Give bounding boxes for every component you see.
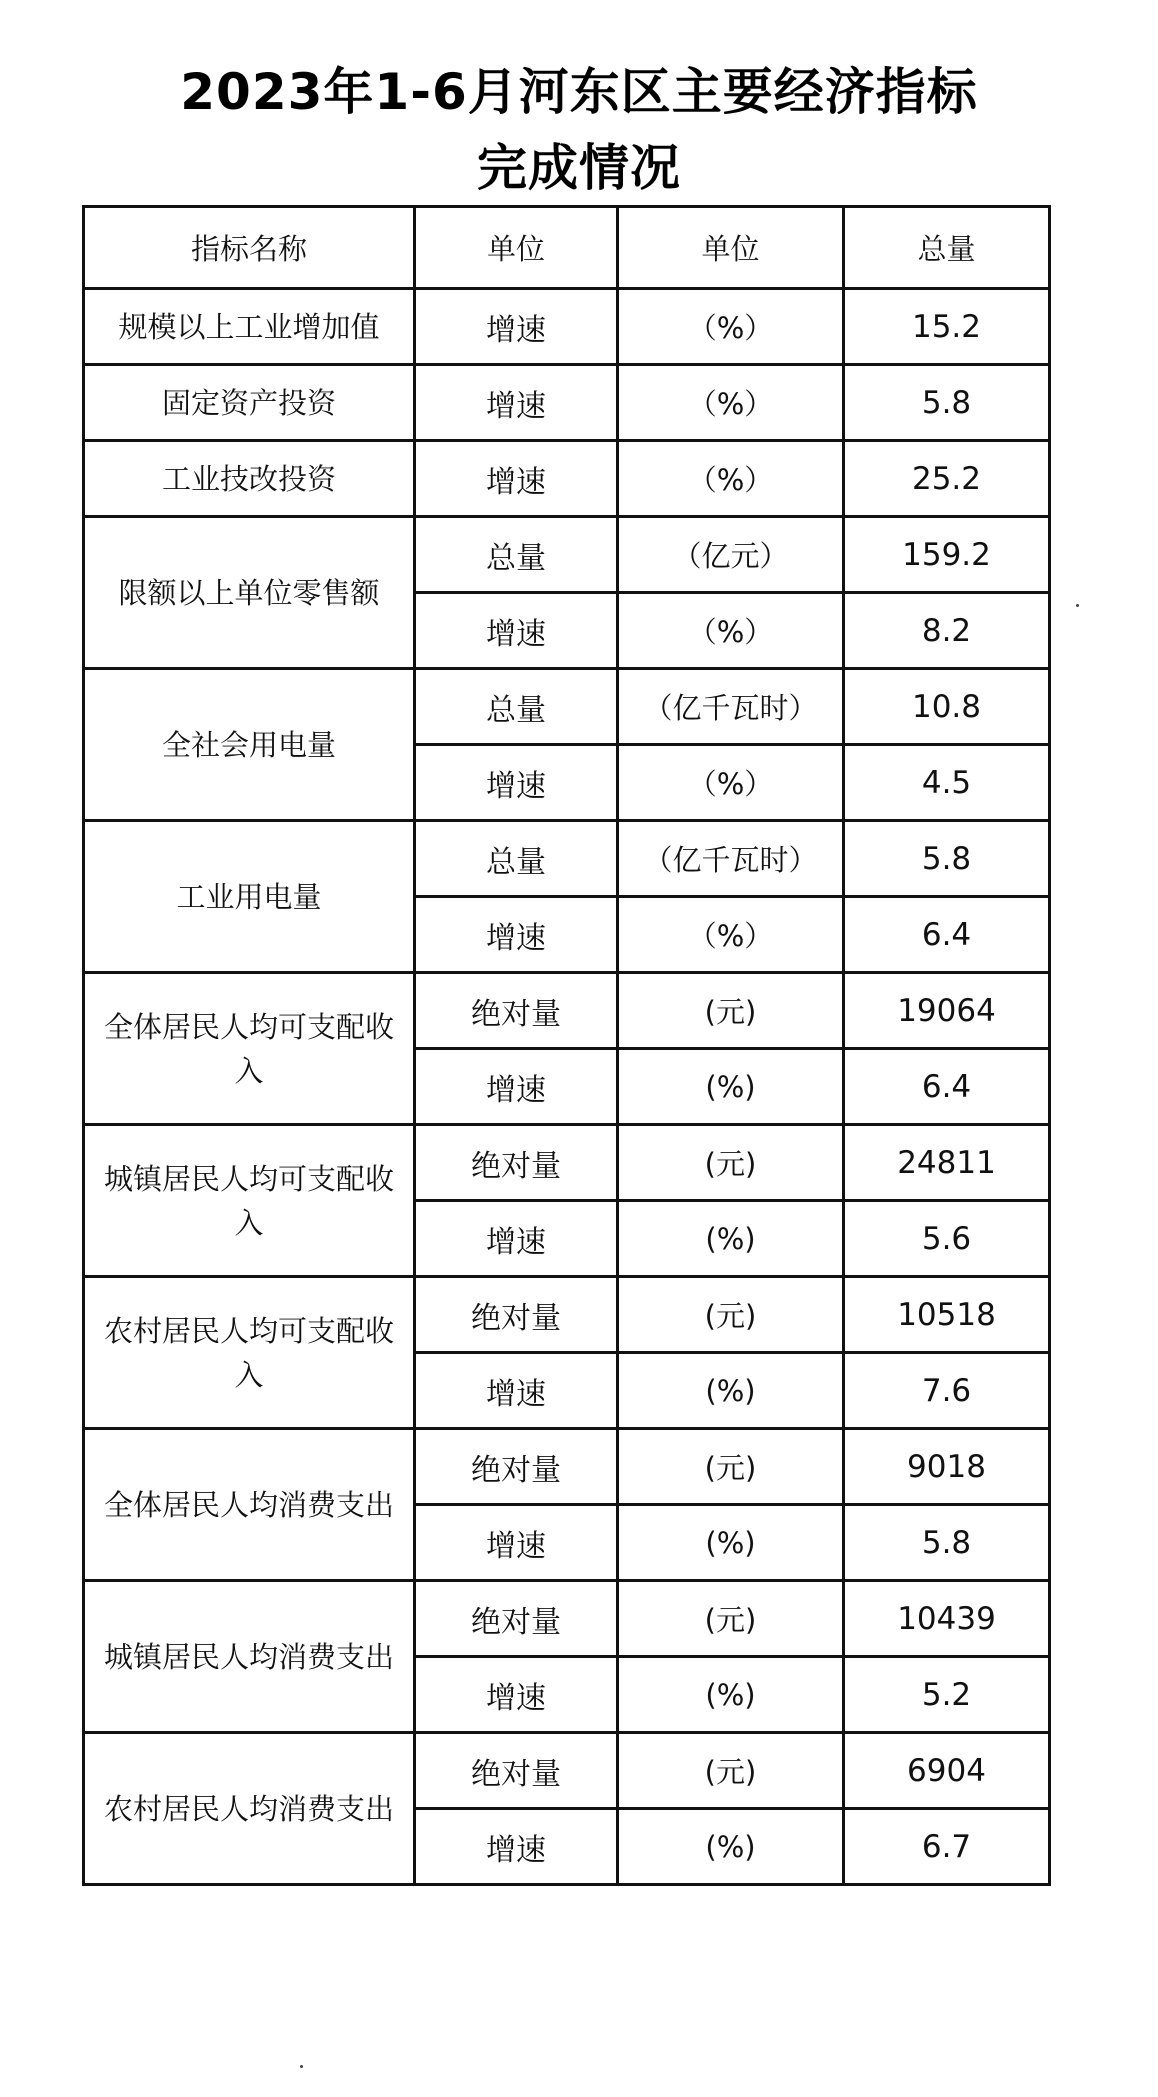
- indicator-value: 6.4: [844, 897, 1050, 973]
- indicator-value: 4.5: [844, 745, 1050, 821]
- indicator-value: 8.2: [844, 593, 1050, 669]
- indicator-type: 增速: [415, 1505, 618, 1581]
- indicator-type: 增速: [415, 289, 618, 365]
- indicator-type: 增速: [415, 365, 618, 441]
- indicator-value: 7.6: [844, 1353, 1050, 1429]
- indicator-name: 农村居民人均消费支出: [84, 1733, 415, 1885]
- table-row: [84, 669, 1050, 745]
- indicator-name: 限额以上单位零售额: [84, 517, 415, 669]
- indicator-name: 全体居民人均可支配收入: [84, 973, 415, 1125]
- page-subtitle: 完成情况: [477, 139, 681, 197]
- indicator-type: 总量: [415, 669, 618, 745]
- indicator-unit: （亿元）: [618, 517, 844, 593]
- indicator-unit: (元): [618, 1277, 844, 1353]
- indicator-value: 5.8: [844, 821, 1050, 897]
- indicator-unit: (元): [618, 1581, 844, 1657]
- indicator-value: 9018: [844, 1429, 1050, 1505]
- indicator-unit: (%): [618, 1657, 844, 1733]
- indicator-value: 10439: [844, 1581, 1050, 1657]
- indicator-name: 工业用电量: [84, 821, 415, 973]
- indicator-value: 6.7: [844, 1809, 1050, 1885]
- indicator-type: 增速: [415, 593, 618, 669]
- indicator-unit: (%): [618, 1201, 844, 1277]
- indicator-unit: （%）: [618, 365, 844, 441]
- table-row: [84, 1581, 1050, 1657]
- indicator-type: 绝对量: [415, 1277, 618, 1353]
- indicator-name: 固定资产投资: [84, 365, 415, 441]
- indicator-unit: (%): [618, 1353, 844, 1429]
- indicator-unit: （亿千瓦时）: [618, 821, 844, 897]
- indicator-unit: (%): [618, 1049, 844, 1125]
- indicator-unit: （%）: [618, 897, 844, 973]
- indicator-type: 增速: [415, 1353, 618, 1429]
- indicator-name: 工业技改投资: [84, 441, 415, 517]
- indicator-value: 5.8: [844, 1505, 1050, 1581]
- indicator-type: 绝对量: [415, 1429, 618, 1505]
- indicator-value: 6.4: [844, 1049, 1050, 1125]
- indicator-type: 绝对量: [415, 1733, 618, 1809]
- indicator-type: 绝对量: [415, 973, 618, 1049]
- indicator-unit: （%）: [618, 441, 844, 517]
- indicator-table: [82, 205, 1051, 1886]
- indicator-value: 6904: [844, 1733, 1050, 1809]
- table-row: [84, 441, 1050, 517]
- table-row: [84, 973, 1050, 1049]
- indicator-value: 5.2: [844, 1657, 1050, 1733]
- indicator-name: 城镇居民人均可支配收入: [84, 1125, 415, 1277]
- indicator-unit: （%）: [618, 745, 844, 821]
- indicator-type: 总量: [415, 821, 618, 897]
- table-row: [84, 821, 1050, 897]
- indicator-type: 增速: [415, 1809, 618, 1885]
- header-total: 总量: [844, 207, 1050, 289]
- table-row: [84, 517, 1050, 593]
- indicator-name: 全社会用电量: [84, 669, 415, 821]
- table-header-row: [84, 207, 1050, 289]
- scan-speck: [300, 2065, 303, 2068]
- indicator-type: 绝对量: [415, 1581, 618, 1657]
- indicator-unit: (%): [618, 1809, 844, 1885]
- page-title: 2023年1-6月河东区主要经济指标: [180, 63, 978, 121]
- indicator-unit: （亿千瓦时）: [618, 669, 844, 745]
- table-row: [84, 1277, 1050, 1353]
- indicator-type: 增速: [415, 1657, 618, 1733]
- indicator-value: 15.2: [844, 289, 1050, 365]
- indicator-name: 规模以上工业增加值: [84, 289, 415, 365]
- indicator-value: 19064: [844, 973, 1050, 1049]
- indicator-value: 10518: [844, 1277, 1050, 1353]
- scan-speck: [1076, 604, 1079, 607]
- table-row: [84, 1429, 1050, 1505]
- indicator-unit: (元): [618, 973, 844, 1049]
- header-unit-2: 单位: [618, 207, 844, 289]
- indicator-unit: (元): [618, 1125, 844, 1201]
- indicator-unit: （%）: [618, 593, 844, 669]
- indicator-unit: (元): [618, 1429, 844, 1505]
- indicator-unit: (%): [618, 1505, 844, 1581]
- indicator-name: 全体居民人均消费支出: [84, 1429, 415, 1581]
- indicator-value: 24811: [844, 1125, 1050, 1201]
- indicator-unit: （%）: [618, 289, 844, 365]
- indicator-type: 增速: [415, 441, 618, 517]
- table-row: [84, 1125, 1050, 1201]
- table-row: [84, 1733, 1050, 1809]
- indicator-value: 5.6: [844, 1201, 1050, 1277]
- table-row: [84, 289, 1050, 365]
- header-unit: 单位: [415, 207, 618, 289]
- indicator-value: 25.2: [844, 441, 1050, 517]
- indicator-type: 绝对量: [415, 1125, 618, 1201]
- indicator-name: 农村居民人均可支配收入: [84, 1277, 415, 1429]
- indicator-value: 159.2: [844, 517, 1050, 593]
- indicator-value: 10.8: [844, 669, 1050, 745]
- indicator-type: 增速: [415, 1049, 618, 1125]
- indicator-type: 增速: [415, 745, 618, 821]
- indicator-type: 总量: [415, 517, 618, 593]
- indicator-type: 增速: [415, 1201, 618, 1277]
- header-indicator-name: 指标名称: [84, 207, 415, 289]
- table-row: [84, 365, 1050, 441]
- indicator-type: 增速: [415, 897, 618, 973]
- indicator-value: 5.8: [844, 365, 1050, 441]
- indicator-unit: (元): [618, 1733, 844, 1809]
- indicator-name: 城镇居民人均消费支出: [84, 1581, 415, 1733]
